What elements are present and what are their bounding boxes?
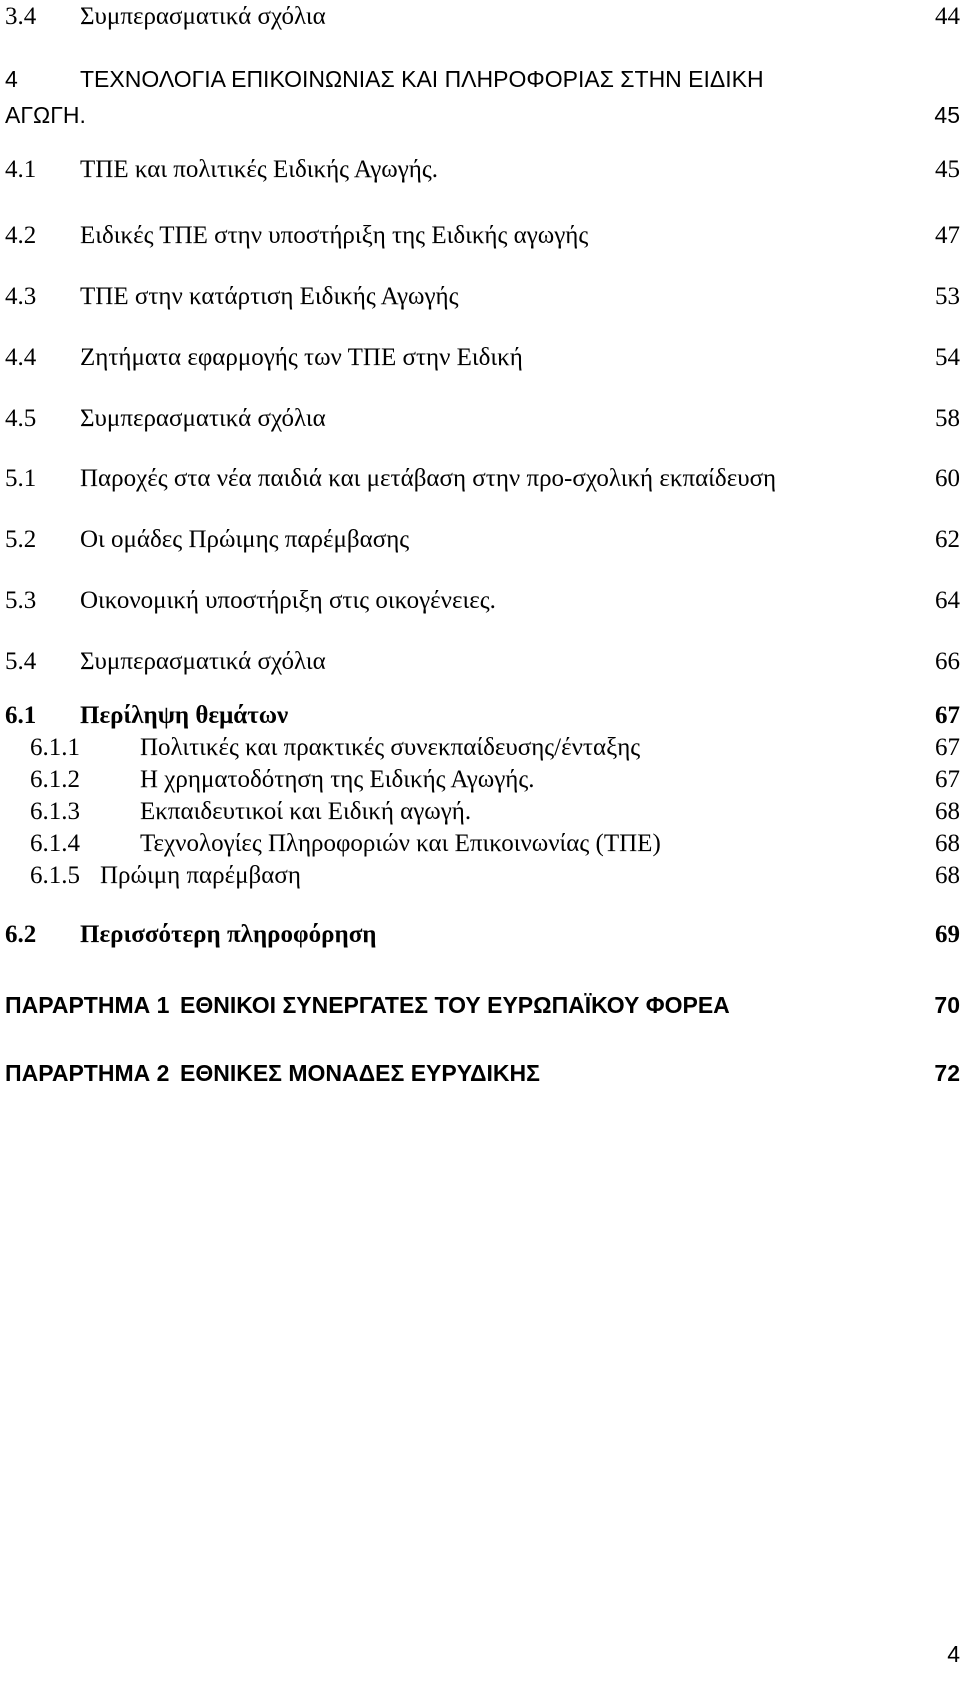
toc-entry-number: 6.1.5 <box>30 862 80 889</box>
toc-entry-number: 4.5 <box>5 405 37 432</box>
toc-entry-page: 58 <box>935 405 960 432</box>
toc-entry-title: ΤΠΕ στην κατάρτιση Ειδικής Αγωγής <box>80 283 459 310</box>
toc-entry-page: 45 <box>934 102 960 128</box>
toc-entry-title: Τεχνολογίες Πληροφοριών και Επικοινωνίας (ΤΠΕ) <box>140 830 661 857</box>
toc-entry-title: ΤΠΕ και πολιτικές Ειδικής Αγωγής. <box>80 156 439 183</box>
toc-entry-4-3[interactable] <box>0 280 960 314</box>
toc-entry-number: 6.1.4 <box>30 830 80 857</box>
toc-entry-number: 4.2 <box>5 222 37 249</box>
toc-entry-appendix-2[interactable] <box>0 1056 960 1090</box>
toc-entry-title: Ειδικές ΤΠΕ στην υποστήριξη της Ειδικής αγωγής <box>80 222 589 249</box>
toc-entry-page: 72 <box>934 1060 960 1086</box>
toc-entry-title: Συμπερασματικά σχόλια <box>80 405 326 432</box>
toc-entry-number: 6.1 <box>5 702 37 729</box>
toc-entry-page: 68 <box>935 798 960 825</box>
toc-entry-number: 5.3 <box>5 587 37 614</box>
toc-entry-title-continued: ΑΓΩΓΗ. <box>5 102 86 128</box>
toc-entry-page: 68 <box>935 862 960 889</box>
toc-entry-page: 69 <box>935 921 960 948</box>
toc-entry-5-3[interactable] <box>0 584 960 618</box>
toc-entry-title: Εκπαιδευτικοί και Ειδική αγωγή. <box>140 798 472 825</box>
toc-entry-page: 68 <box>935 830 960 857</box>
toc-entry-4-2[interactable] <box>0 219 960 253</box>
toc-entry-4-5[interactable] <box>0 402 960 436</box>
toc-entry-number: ΠΑΡΑΡΤΗΜΑ 2 <box>5 1060 170 1086</box>
toc-entry-page: 53 <box>935 283 960 310</box>
toc-entry-number: 4 <box>5 66 18 92</box>
toc-entry-number: 5.2 <box>5 526 37 553</box>
toc-entry-6-1-1[interactable] <box>0 731 960 765</box>
toc-entry-4-4[interactable] <box>0 341 960 375</box>
toc-entry-appendix-1[interactable] <box>0 988 960 1022</box>
toc-entry-page: 64 <box>935 587 960 614</box>
toc-entry-6-1-4[interactable] <box>0 827 960 861</box>
toc-entry-6-1-5[interactable] <box>0 859 960 893</box>
toc-entry-title: Παροχές στα νέα παιδιά και μετάβαση στην προ-σχολική εκπαίδευση <box>80 465 777 492</box>
toc-entry-number: 6.2 <box>5 921 37 948</box>
toc-entry-title: ΕΘΝΙΚΕΣ ΜΟΝΑΔΕΣ ΕΥΡΥΔΙΚΗΣ <box>180 1060 540 1086</box>
toc-entry-number: 5.1 <box>5 465 37 492</box>
toc-entry-5-1[interactable] <box>0 462 960 496</box>
toc-entry-4-continued[interactable] <box>0 98 960 132</box>
toc-entry-page: 62 <box>935 526 960 553</box>
toc-entry-page: 66 <box>935 648 960 675</box>
toc-entry-title: Πρώιμη παρέμβαση <box>100 862 301 889</box>
toc-entry-page: 67 <box>935 702 960 729</box>
toc-entry-number: 6.1.1 <box>30 734 80 761</box>
toc-entry-number: 6.1.2 <box>30 766 80 793</box>
toc-entry-title: ΕΘΝΙΚΟΙ ΣΥΝΕΡΓΑΤΕΣ ΤΟΥ ΕΥΡΩΠΑΪΚΟΥ ΦΟΡΕΑ <box>180 992 730 1018</box>
toc-entry-title: Περίληψη θεμάτων <box>80 702 289 729</box>
toc-entry-page: 54 <box>935 344 960 371</box>
toc-entry-page: 70 <box>934 992 960 1018</box>
toc-entry-title: Συμπερασματικά σχόλια <box>80 3 326 30</box>
toc-entry-4-1[interactable] <box>0 153 960 187</box>
toc-entry-6-1[interactable] <box>0 699 960 733</box>
toc-entry-5-2[interactable] <box>0 523 960 557</box>
toc-entry-number: ΠΑΡΑΡΤΗΜΑ 1 <box>5 992 170 1018</box>
toc-entry-page: 60 <box>935 465 960 492</box>
toc-entry-number: 3.4 <box>5 3 37 30</box>
toc-entry-title: Ζητήματα εφαρμογής των ΤΠΕ στην Ειδική <box>80 344 523 371</box>
toc-entry-6-1-2[interactable] <box>0 763 960 797</box>
toc-entry-title: Οικονομική υποστήριξη στις οικογένειες. <box>80 587 496 614</box>
toc-entry-title: Οι ομάδες Πρώιμης παρέμβασης <box>80 526 410 553</box>
toc-entry-number: 5.4 <box>5 648 37 675</box>
toc-entry-number: 6.1.3 <box>30 798 80 825</box>
toc-entry-title: Συμπερασματικά σχόλια <box>80 648 326 675</box>
toc-entry-page: 67 <box>935 734 960 761</box>
toc-entry-title: Η χρηματοδότηση της Ειδικής Αγωγής. <box>140 766 535 793</box>
toc-entry-number: 4.3 <box>5 283 37 310</box>
toc-entry-4[interactable] <box>0 62 960 96</box>
toc-entry-page: 67 <box>935 766 960 793</box>
page-number: 4 <box>947 1641 960 1667</box>
toc-entry-page: 44 <box>935 3 960 30</box>
toc-entry-title: Περισσότερη πληροφόρηση <box>80 921 377 948</box>
toc-entry-number: 4.1 <box>5 156 37 183</box>
toc-entry-title: Πολιτικές και πρακτικές συνεκπαίδευσης/ένταξης <box>140 734 641 761</box>
toc-entry-6-2[interactable] <box>0 918 960 952</box>
toc-entry-3-4[interactable] <box>0 0 960 34</box>
toc-entry-page: 45 <box>935 156 960 183</box>
toc-entry-6-1-3[interactable] <box>0 795 960 829</box>
toc-entry-page: 47 <box>935 222 960 249</box>
toc-entry-title: ΤΕΧΝΟΛΟΓΙΑ ΕΠΙΚΟΙΝΩΝΙΑΣ ΚΑΙ ΠΛΗΡΟΦΟΡΙΑΣ ΣΤΗΝ ΕΙΔΙΚΗ <box>80 66 764 92</box>
toc-entry-number: 4.4 <box>5 344 37 371</box>
toc-entry-5-4[interactable] <box>0 645 960 679</box>
